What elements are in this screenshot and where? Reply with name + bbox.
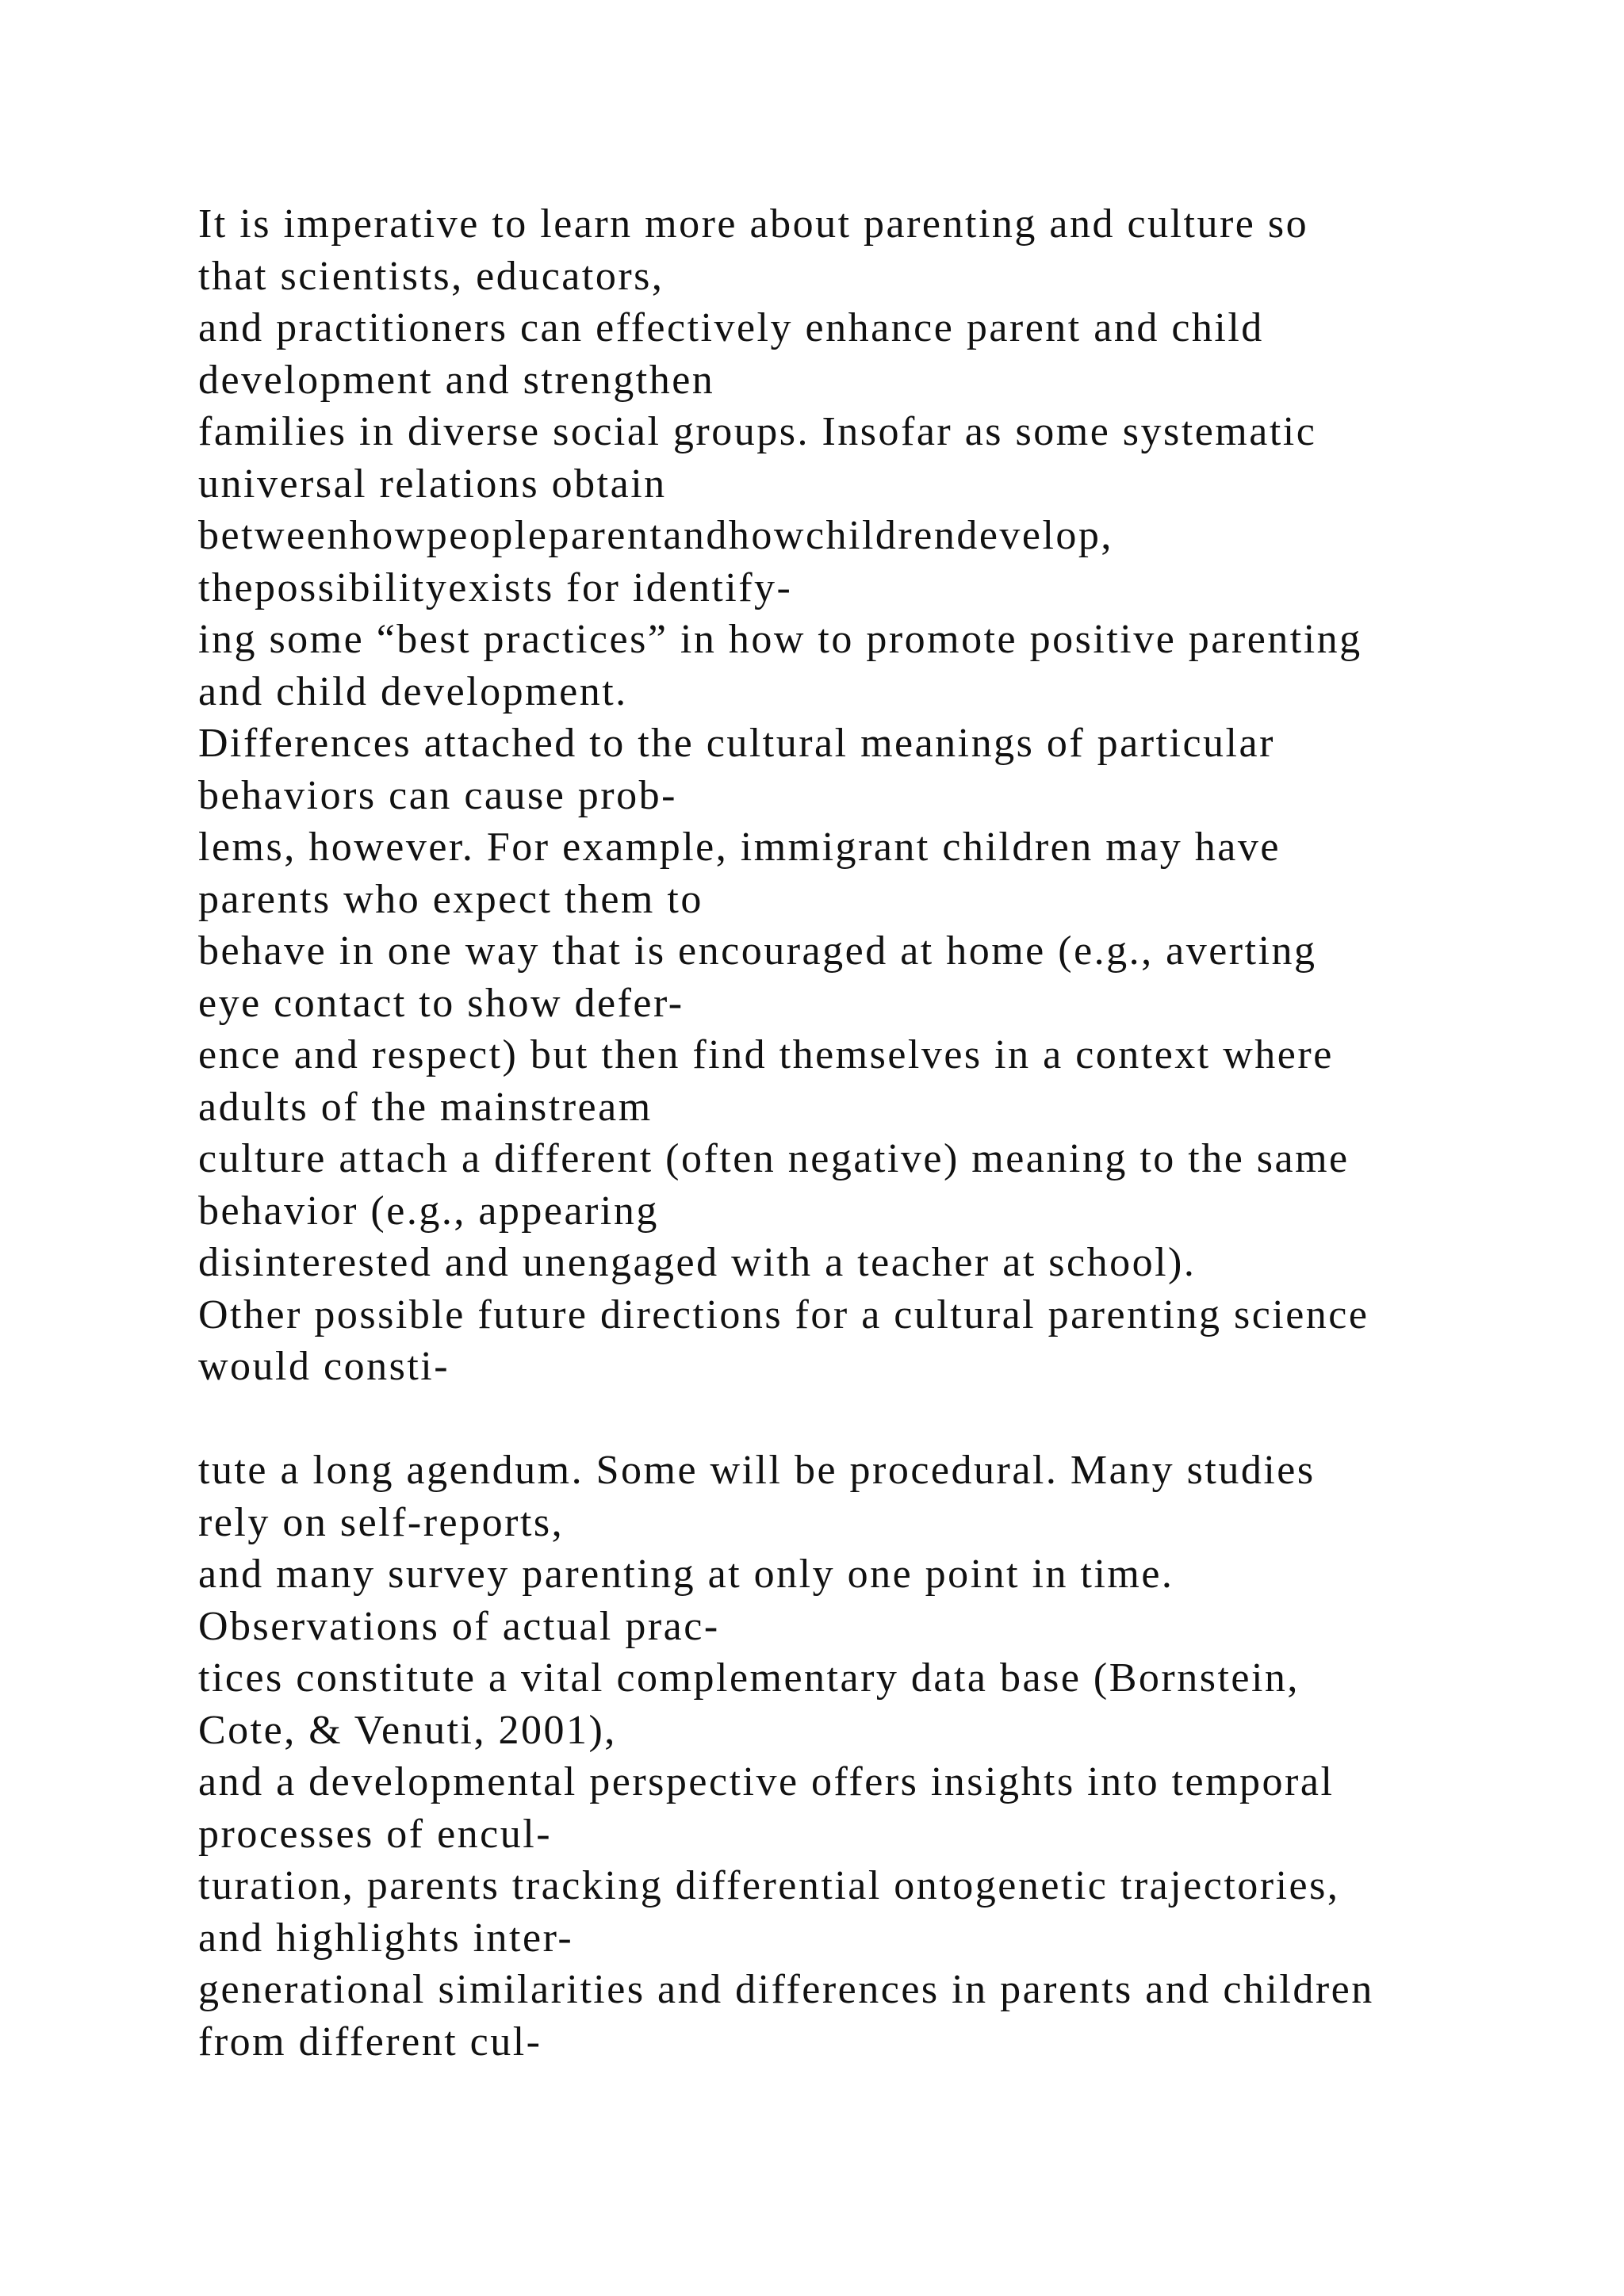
text-line: that scientists, educators, [198,253,665,299]
text-line: tices constitute a vital complementary data base (Bornstein, [198,1655,1300,1701]
text-line: disinterested and unengaged with a teacher at school). [198,1240,1197,1285]
text-line: ing some “best practices” in how to promote positive parenting [198,617,1362,662]
text-line: and highlights inter- [198,1915,574,1961]
text-line: and practitioners can effectively enhance parent and child [198,305,1264,350]
text-line: and child development. [198,668,628,714]
text-line: culture attach a different (often negative) meaning to the same [198,1136,1350,1181]
text-line: tute a long agendum. Some will be procedural. Many studies [198,1448,1316,1493]
text-line: development and strengthen [198,357,715,403]
blank-line [198,1393,1546,1445]
text-line: would consti- [198,1344,450,1389]
text-line: eye contact to show defer- [198,980,684,1026]
text-line: families in diverse social groups. Insofar as some systematic [198,409,1317,454]
text-line: Cote, & Venuti, 2001), [198,1707,617,1753]
text-line: and many survey parenting at only one point in time. [198,1552,1174,1597]
text-line: adults of the mainstream [198,1084,653,1130]
body-text [198,198,1546,2068]
text-line: behave in one way that is encouraged at home (e.g., averting [198,928,1317,974]
text-line: from different cul- [198,2019,542,2064]
text-line: Differences attached to the cultural meanings of particular [198,721,1275,766]
text-line: Observations of actual prac- [198,1603,720,1649]
text-line: and a developmental perspective offers insights into temporal [198,1759,1335,1804]
text-line: thepossibilityexists for identify- [198,564,793,610]
text-line: processes of encul- [198,1811,553,1857]
text-line: turation, parents tracking differential ontogenetic trajectories, [198,1863,1340,1908]
text-line: ence and respect) but then find themselves in a context where [198,1032,1334,1077]
text-line: Other possible future directions for a cultural parenting science [198,1292,1369,1337]
text-line: behaviors can cause prob- [198,772,677,818]
text-line: It is imperative to learn more about parenting and culture so [198,201,1309,247]
text-line: generational similarities and differences in parents and children [198,1967,1374,2012]
text-line: behavior (e.g., appearing [198,1188,659,1234]
text-line: parents who expect them to [198,876,703,922]
text-line: betweenhowpeopleparentandhowchildrendevelop, [198,513,1113,558]
text-line: rely on self-reports, [198,1499,565,1545]
text-line: universal relations obtain [198,461,667,507]
text-line: lems, however. For example, immigrant children may have [198,825,1281,870]
